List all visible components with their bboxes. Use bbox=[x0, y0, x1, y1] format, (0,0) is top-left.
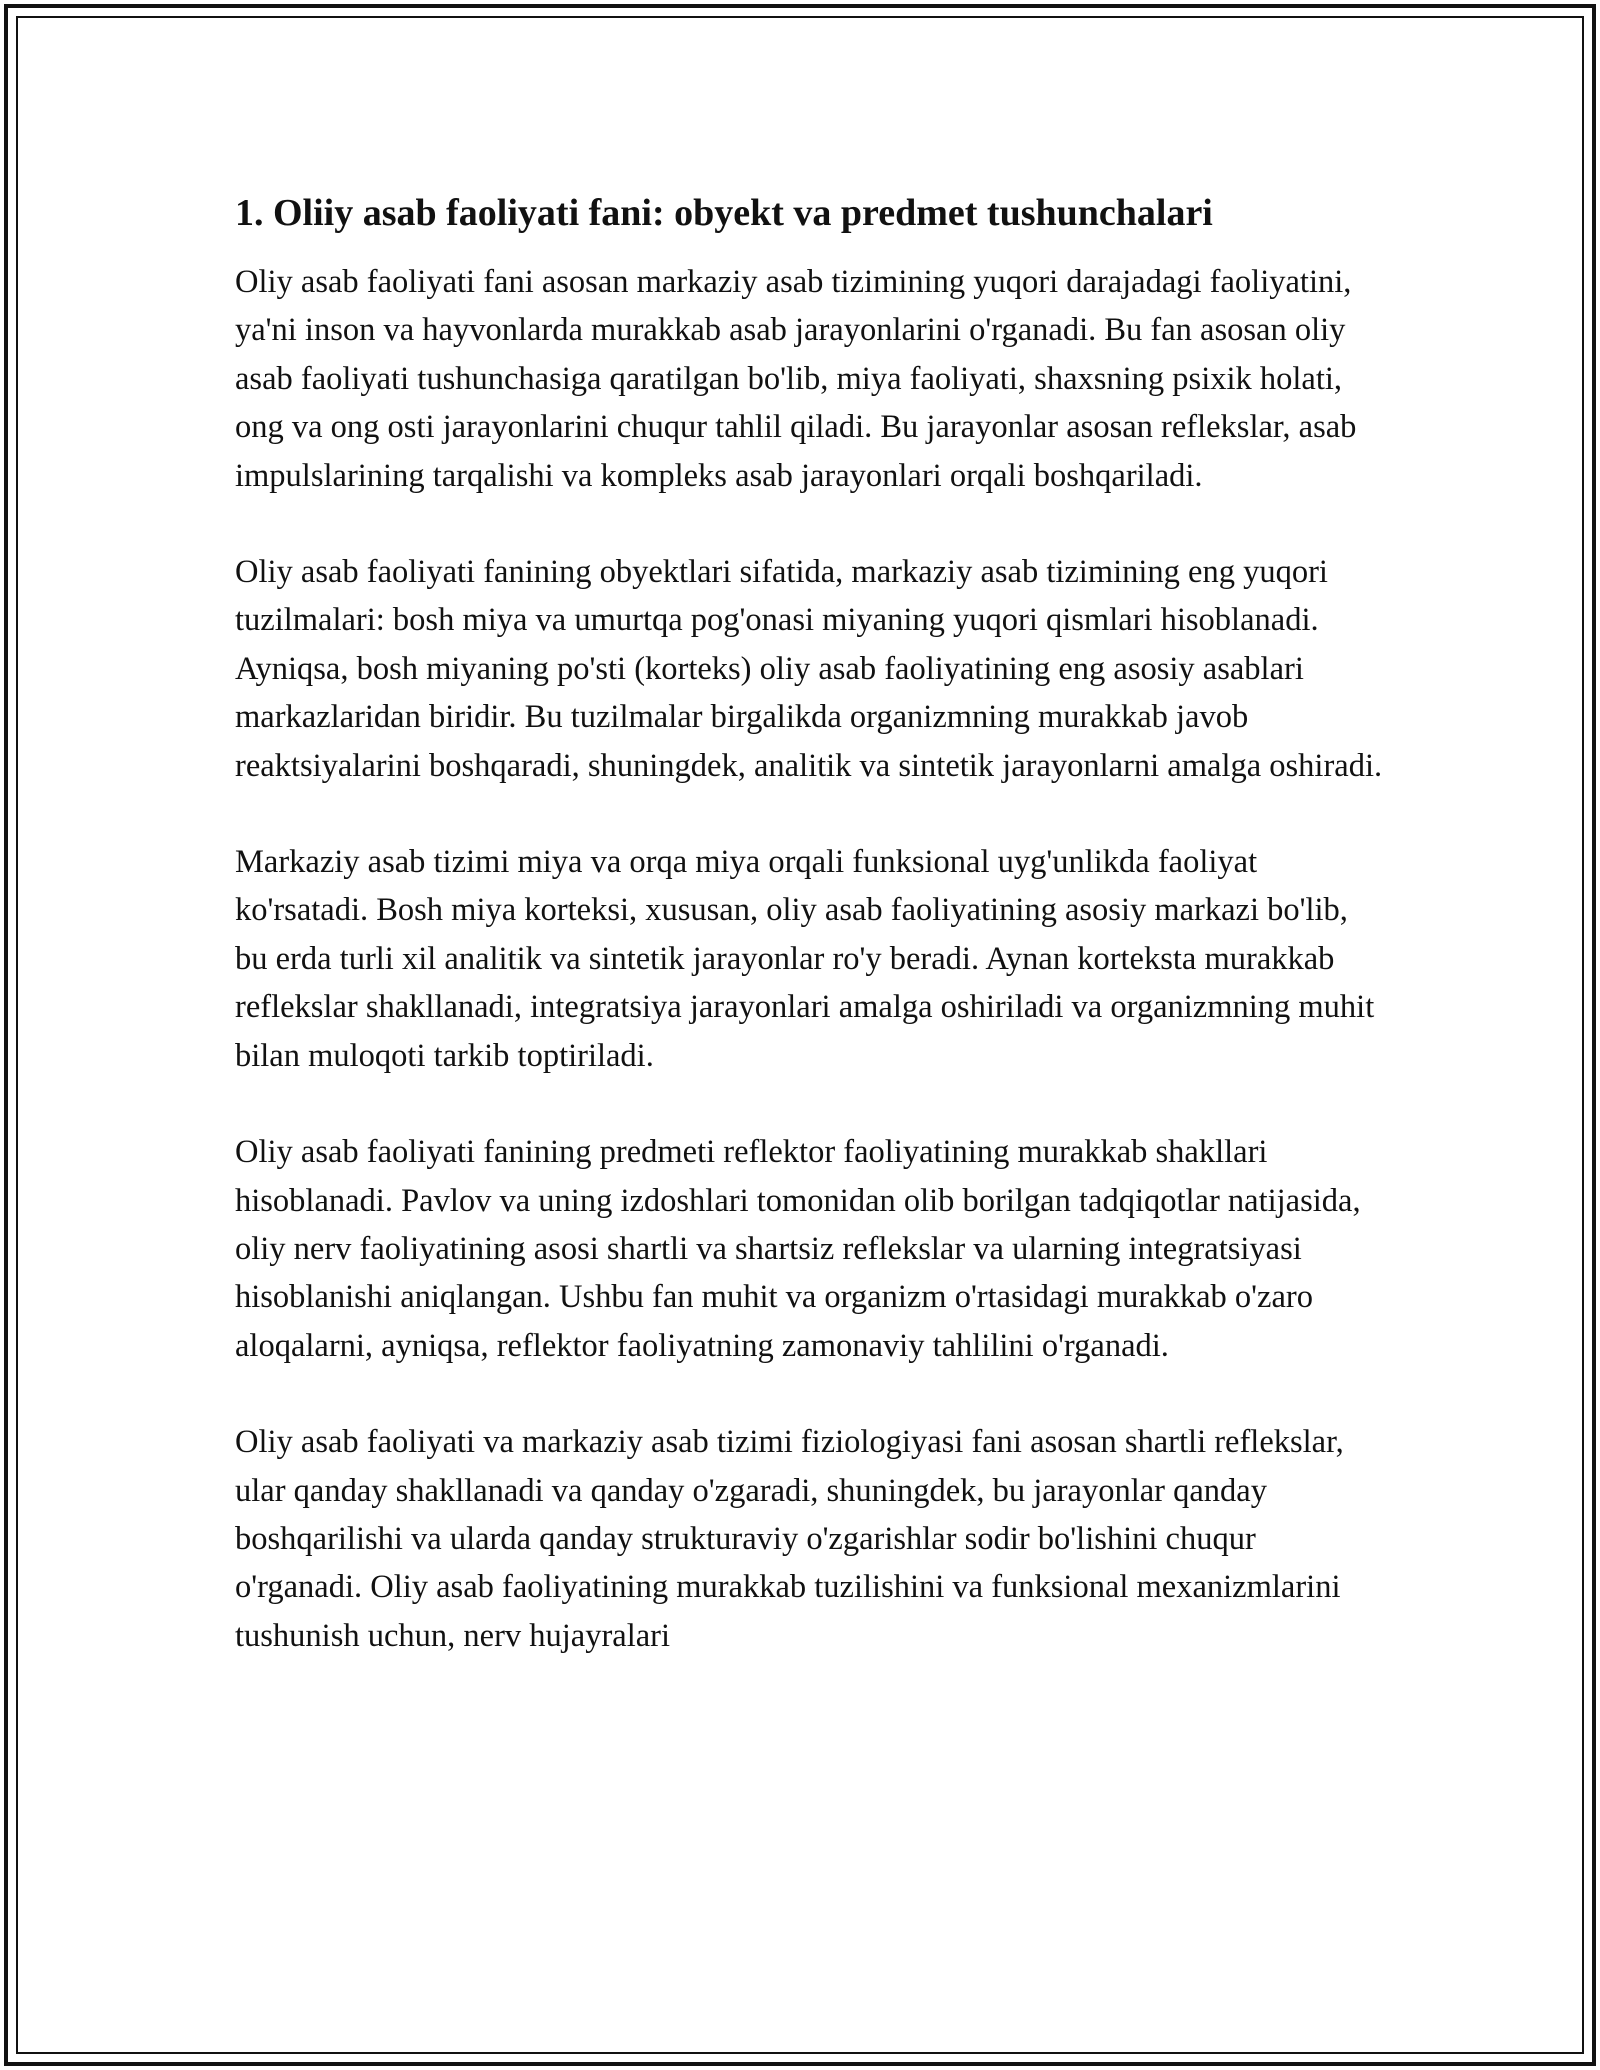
paragraph-3: Markaziy asab tizimi miya va orqa miya orqali funksional uyg'unlikda faoliyat ko'rsatadi. Bosh miya korteksi, xususan, oliy asab faoliyatining asosiy markazi bo'lib, bu erda turli xil analitik va sintetik jarayonlar ro'y beradi. Aynan korteksta murakkab reflekslar shakllanadi, integratsiya jarayonlari amalga oshiriladi va organizmning muhit bilan muloqoti tarkib toptiriladi. bbox=[235, 844, 1375, 1074]
section-heading: 1. Oliiy asab faoliyati fani: obyekt va predmet tushunchalari bbox=[235, 192, 1213, 234]
document-body bbox=[235, 188, 1385, 1660]
paragraph-5: Oliy asab faoliyati va markaziy asab tizimi fiziologiyasi fani asosan shartli reflekslar, ular qanday shakllanadi va qanday o'zgaradi, shuningdek, bu jarayonlar qanday boshqarilishi va ularda qanday strukturaviy o'zgarishlar sodir bo'lishini chuqur o'rganadi. Oliy asab faoliyatining murakkab tuzilishini va funksional mexanizmlarini tushunish uchun, nerv hujayralari bbox=[235, 1424, 1344, 1654]
paragraph-2: Oliy asab faoliyati fanining obyektlari sifatida, markaziy asab tizimining eng yuqori tuzilmalari: bosh miya va umurtqa pog'onasi miyaning yuqori qismlari hisoblanadi. Ayniqsa, bosh miyaning po'sti (korteks) oliy asab faoliyatining eng asosiy asablari markazlaridan biridir. Bu tuzilmalar birgalikda organizmning murakkab javob reaktsiyalarini boshqaradi, shuningdek, analitik va sintetik jarayonlarni amalga oshiradi. bbox=[235, 554, 1383, 784]
paragraph-4: Oliy asab faoliyati fanining predmeti reflektor faoliyatining murakkab shakllari hisoblanadi. Pavlov va uning izdoshlari tomonidan olib borilgan tadqiqotlar natijasida, oliy nerv faoliyatining asosi shartli va shartsiz reflekslar va ularning integratsiyasi hisoblanishi aniqlangan. Ushbu fan muhit va organizm o'rtasidagi murakkab o'zaro aloqalarni, ayniqsa, reflektor faoliyatning zamonaviy tahlilini o'rganadi. bbox=[235, 1134, 1361, 1364]
paragraph-1: Oliy asab faoliyati fani asosan markaziy asab tizimining yuqori darajadagi faoliyatini, ya'ni inson va hayvonlarda murakkab asab jarayonlarini o'rganadi. Bu fan asosan oliy asab faoliyati tushunchasiga qaratilgan bo'lib, miya faoliyati, shaxsning psixik holati, ong va ong osti jarayonlarini chuqur tahlil qiladi. Bu jarayonlar asosan reflekslar, asab impulslarining tarqalishi va kompleks asab jarayonlari orqali boshqariladi. bbox=[235, 264, 1357, 494]
